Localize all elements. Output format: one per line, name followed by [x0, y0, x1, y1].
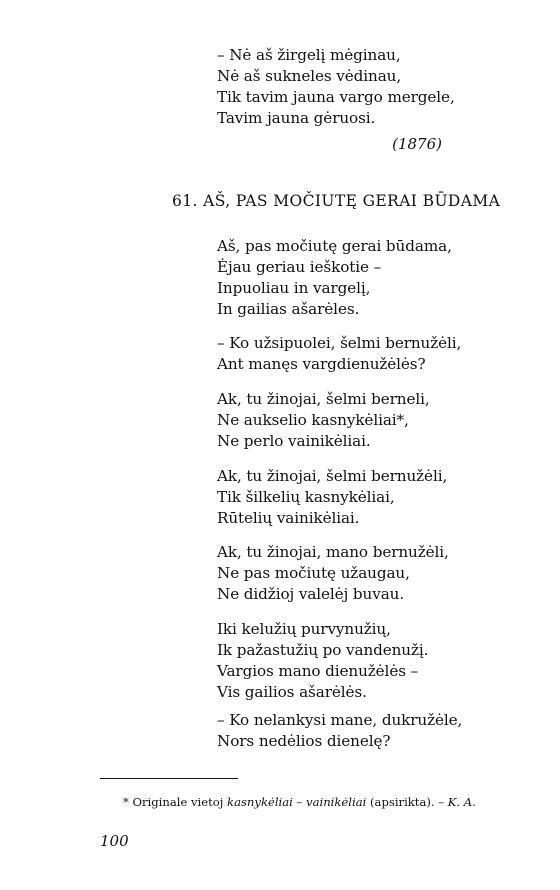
verse-line: – Ko nelankysi mane, dukružėle, [217, 711, 463, 729]
verse-line: Ik pažastužių po vandenužį. [217, 641, 429, 659]
verse-line: Vis gailios ašarėlės. [217, 683, 367, 701]
verse-line: Tavim jauna gėruosi. [217, 109, 376, 127]
verse-line: Tik šilkelių kasnykėliai, [217, 488, 395, 506]
verse-line: Ant manęs vargdienužėlės? [217, 355, 426, 373]
verse-line: Inpuoliau in vargelį, [217, 279, 371, 297]
verse-line: Ne perlo vainikėliai. [217, 432, 371, 450]
stanza-2 [217, 333, 461, 375]
stanza-4 [217, 466, 447, 529]
verse-line: – Nė aš žirgelį mėginau, [217, 46, 401, 64]
poem-title: 61. AŠ, PAS MOČIUTĘ GERAI BŪDAMA [172, 192, 501, 210]
verse-line: Ne didžioj valelėj buvau. [217, 585, 405, 603]
verse-line: Nors nedėlios dienelę? [217, 732, 391, 750]
stanza-5 [217, 542, 449, 605]
verse-line: Ne pas močiutę užaugau, [217, 564, 410, 582]
footnote-suffix: (apsirikta). – [366, 795, 448, 809]
verse-line: Vargios mano dienužėlės – [217, 662, 419, 680]
verse-line: Nė aš sukneles vėdinau, [217, 67, 402, 85]
stanza-3 [217, 389, 430, 452]
verse-line: Tik tavim jauna vargo mergele, [217, 88, 455, 106]
footnote-prefix: * Originale vietoj [123, 795, 228, 809]
footnote-term: vainikėliai [306, 795, 367, 809]
verse-line: In gailias ašarėles. [217, 300, 360, 318]
footnote-term: kasnykėliai [227, 795, 293, 809]
verse-line: – Ko užsipuolei, šelmi bernužėli, [217, 334, 462, 352]
footnote-author: K. A. [447, 795, 476, 809]
stanza-0 [217, 45, 455, 129]
page-number: 100 [100, 832, 129, 850]
verse-line: Iki kelužių purvynužių, [217, 620, 391, 638]
stanza-7 [217, 710, 462, 752]
stanza-1 [217, 236, 452, 320]
verse-line: Ėjau geriau ieškotie – [217, 258, 382, 276]
verse-line: Rūtelių vainikėliai. [217, 509, 360, 527]
verse-line: Ak, tu žinojai, šelmi bernužėli, [217, 467, 448, 485]
verse-line: Ne aukselio kasnykėliai*, [217, 411, 409, 429]
footnote-divider [100, 778, 238, 779]
footnote-dash: – [292, 795, 307, 809]
poem-date: (1876) [392, 135, 442, 153]
verse-line: Aš, pas močiutę gerai būdama, [217, 237, 452, 255]
verse-line: Ak, tu žinojai, mano bernužėli, [217, 543, 449, 561]
footnote [123, 795, 476, 809]
verse-line: Ak, tu žinojai, šelmi berneli, [217, 390, 430, 408]
stanza-6 [217, 619, 428, 703]
